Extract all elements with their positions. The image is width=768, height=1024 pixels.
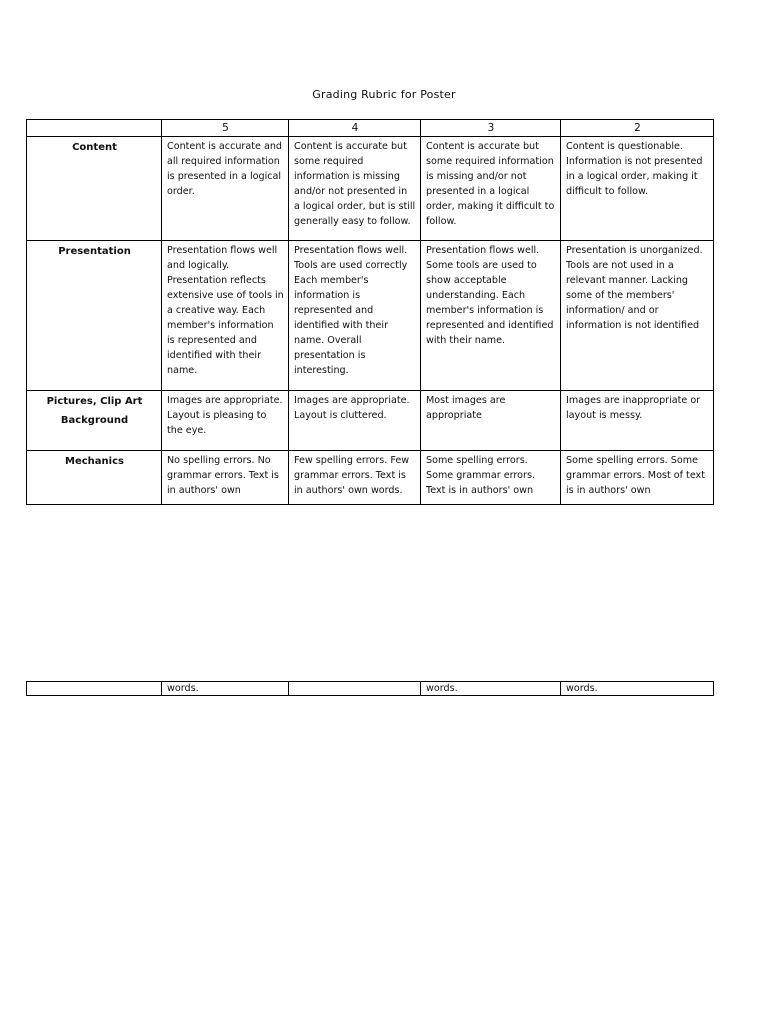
rubric-cell: Some spelling errors. Some grammar errors. Text is in authors' own (421, 451, 561, 505)
score-header-row (27, 120, 714, 137)
rubric-table (26, 119, 714, 505)
rubric-cell: No spelling errors. No grammar errors. Text is in authors' own (162, 451, 289, 505)
continuation-cell: words. (561, 682, 714, 696)
rubric-cell: Presentation is unorganized. Tools are not used in a relevant manner. Lacking some of the members' information/ and or information is not identified (561, 241, 714, 391)
rubric-continuation-table (26, 681, 714, 696)
criterion-label: Pictures, Clip Art Background (27, 391, 162, 451)
score-header-4: 4 (289, 120, 421, 137)
score-header-3: 3 (421, 120, 561, 137)
rubric-cell: Images are inappropriate or layout is messy. (561, 391, 714, 451)
score-header-5: 5 (162, 120, 289, 137)
rubric-cell: Content is accurate and all required information is presented in a logical order. (162, 137, 289, 241)
rubric-row-mechanics (27, 451, 714, 505)
continuation-cell (27, 682, 162, 696)
criteria-header-cell (27, 120, 162, 137)
rubric-cell: Few spelling errors. Few grammar errors. Text is in authors' own words. (289, 451, 421, 505)
rubric-cell: Images are appropriate. Layout is cluttered. (289, 391, 421, 451)
rubric-cell: Content is accurate but some required information is missing and/or not presented in a logical order, but is still generally easy to follow. (289, 137, 421, 241)
rubric-cell: Most images are appropriate (421, 391, 561, 451)
score-header-2: 2 (561, 120, 714, 137)
rubric-row-presentation (27, 241, 714, 391)
rubric-cell: Content is questionable. Information is not presented in a logical order, making it difficult to follow. (561, 137, 714, 241)
continuation-cell (289, 682, 421, 696)
criterion-label: Content (27, 137, 162, 241)
document-title: Grading Rubric for Poster (312, 88, 456, 101)
rubric-cell: Images are appropriate. Layout is pleasing to the eye. (162, 391, 289, 451)
rubric-cell: Some spelling errors. Some grammar errors. Most of text is in authors' own (561, 451, 714, 505)
rubric-cell: Presentation flows well and logically. Presentation reflects extensive use of tools in a creative way. Each member's information is represented and identified with their name. (162, 241, 289, 391)
continuation-row (27, 682, 714, 696)
rubric-cell: Content is accurate but some required information is missing and/or not presented in a logical order, making it difficult to follow. (421, 137, 561, 241)
criterion-label: Presentation (27, 241, 162, 391)
rubric-row-content (27, 137, 714, 241)
rubric-row-pictures (27, 391, 714, 451)
continuation-cell: words. (421, 682, 561, 696)
rubric-cell: Presentation flows well. Tools are used correctly Each member's information is represented and identified with their name. Overall presentation is interesting. (289, 241, 421, 391)
criterion-label: Mechanics (27, 451, 162, 505)
rubric-cell: Presentation flows well. Some tools are used to show acceptable understanding. Each member's information is represented and identified with their name. (421, 241, 561, 391)
continuation-cell: words. (162, 682, 289, 696)
